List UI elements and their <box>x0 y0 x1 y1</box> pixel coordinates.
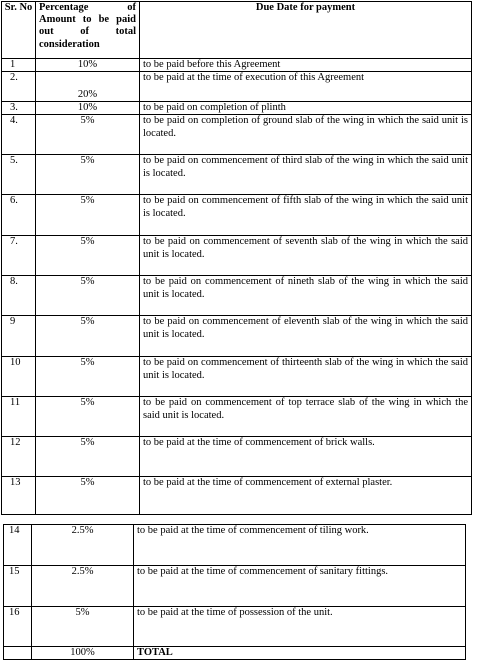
desc-cell: to be paid on commencement of fifth slab of the wing in which the said unit is located. <box>140 195 472 236</box>
pct-cell: 5% <box>36 477 140 515</box>
table-row <box>2 477 472 515</box>
pct-cell: 5% <box>36 397 140 437</box>
table-row <box>2 276 472 316</box>
table-row <box>2 115 472 155</box>
pct-cell: 10% <box>36 102 140 115</box>
sr-cell: 6. <box>2 195 36 236</box>
table-row <box>4 525 466 566</box>
desc-cell: to be paid at the time of commencement of tiling work. <box>134 525 466 566</box>
desc-cell: to be paid on commencement of seventh slab of the wing in which the said unit is located. <box>140 236 472 276</box>
desc-cell: to be paid on commencement of eleventh slab of the wing in which the said unit is located. <box>140 316 472 357</box>
desc-cell: to be paid at the time of commencement of brick walls. <box>140 437 472 477</box>
pct-cell: 5% <box>36 115 140 155</box>
header-percentage: Percentage of Amount to be paid out of total consideration <box>36 2 140 59</box>
pct-cell: 20% <box>36 72 140 102</box>
table-row <box>2 155 472 195</box>
desc-cell: to be paid at the time of possession of the unit. <box>134 607 466 647</box>
total-sr-cell <box>4 647 32 660</box>
table-row <box>4 607 466 647</box>
table-row <box>2 195 472 236</box>
pct-cell: 2.5% <box>32 525 134 566</box>
table-row <box>2 102 472 115</box>
table-row <box>4 566 466 607</box>
desc-cell: to be paid on completion of plinth <box>140 102 472 115</box>
sr-cell: 11 <box>2 397 36 437</box>
sr-cell: 16 <box>4 607 32 647</box>
table-row <box>2 72 472 102</box>
desc-cell: to be paid at the time of commencement of sanitary fittings. <box>134 566 466 607</box>
sr-cell: 9 <box>2 316 36 357</box>
pct-cell: 5% <box>36 155 140 195</box>
desc-cell: to be paid on commencement of nineth slab of the wing in which the said unit is located. <box>140 276 472 316</box>
header-sr-no: Sr. No <box>2 2 36 59</box>
pct-cell: 2.5% <box>32 566 134 607</box>
table-row <box>2 59 472 72</box>
pct-cell: 5% <box>36 316 140 357</box>
pct-cell: 5% <box>36 236 140 276</box>
pct-cell: 10% <box>36 59 140 72</box>
sr-cell: 8. <box>2 276 36 316</box>
table-row <box>2 397 472 437</box>
desc-cell: to be paid at the time of commencement of external plaster. <box>140 477 472 515</box>
sr-cell: 13 <box>2 477 36 515</box>
sr-cell: 1 <box>2 59 36 72</box>
header-due-date: Due Date for payment <box>140 2 472 59</box>
pct-cell: 5% <box>36 437 140 477</box>
total-label: TOTAL <box>134 647 466 660</box>
table-header-row <box>2 2 472 59</box>
payment-schedule-table-continued <box>3 524 466 660</box>
desc-cell: to be paid on commencement of thirteenth slab of the wing in which the said unit is located. <box>140 357 472 397</box>
sr-cell: 14 <box>4 525 32 566</box>
pct-cell: 5% <box>36 357 140 397</box>
table-row <box>2 316 472 357</box>
desc-cell: to be paid on commencement of top terrace slab of the wing in which the said unit is located. <box>140 397 472 437</box>
sr-cell: 10 <box>2 357 36 397</box>
sr-cell: 3. <box>2 102 36 115</box>
pct-cell: 5% <box>36 276 140 316</box>
total-pct-cell: 100% <box>32 647 134 660</box>
sr-cell: 5. <box>2 155 36 195</box>
total-row <box>4 647 466 660</box>
table-row <box>2 437 472 477</box>
sr-cell: 4. <box>2 115 36 155</box>
pct-cell: 5% <box>36 195 140 236</box>
desc-cell: to be paid before this Agreement <box>140 59 472 72</box>
desc-cell: to be paid on completion of ground slab of the wing in which the said unit is located. <box>140 115 472 155</box>
sr-cell: 12 <box>2 437 36 477</box>
sr-cell: 15 <box>4 566 32 607</box>
payment-schedule-table <box>1 1 472 515</box>
table-row <box>2 357 472 397</box>
table-row <box>2 236 472 276</box>
sr-cell: 7. <box>2 236 36 276</box>
sr-cell: 2. <box>2 72 36 102</box>
desc-cell: to be paid at the time of execution of this Agreement <box>140 72 472 102</box>
desc-cell: to be paid on commencement of third slab of the wing in which the said unit is located. <box>140 155 472 195</box>
pct-cell: 5% <box>32 607 134 647</box>
